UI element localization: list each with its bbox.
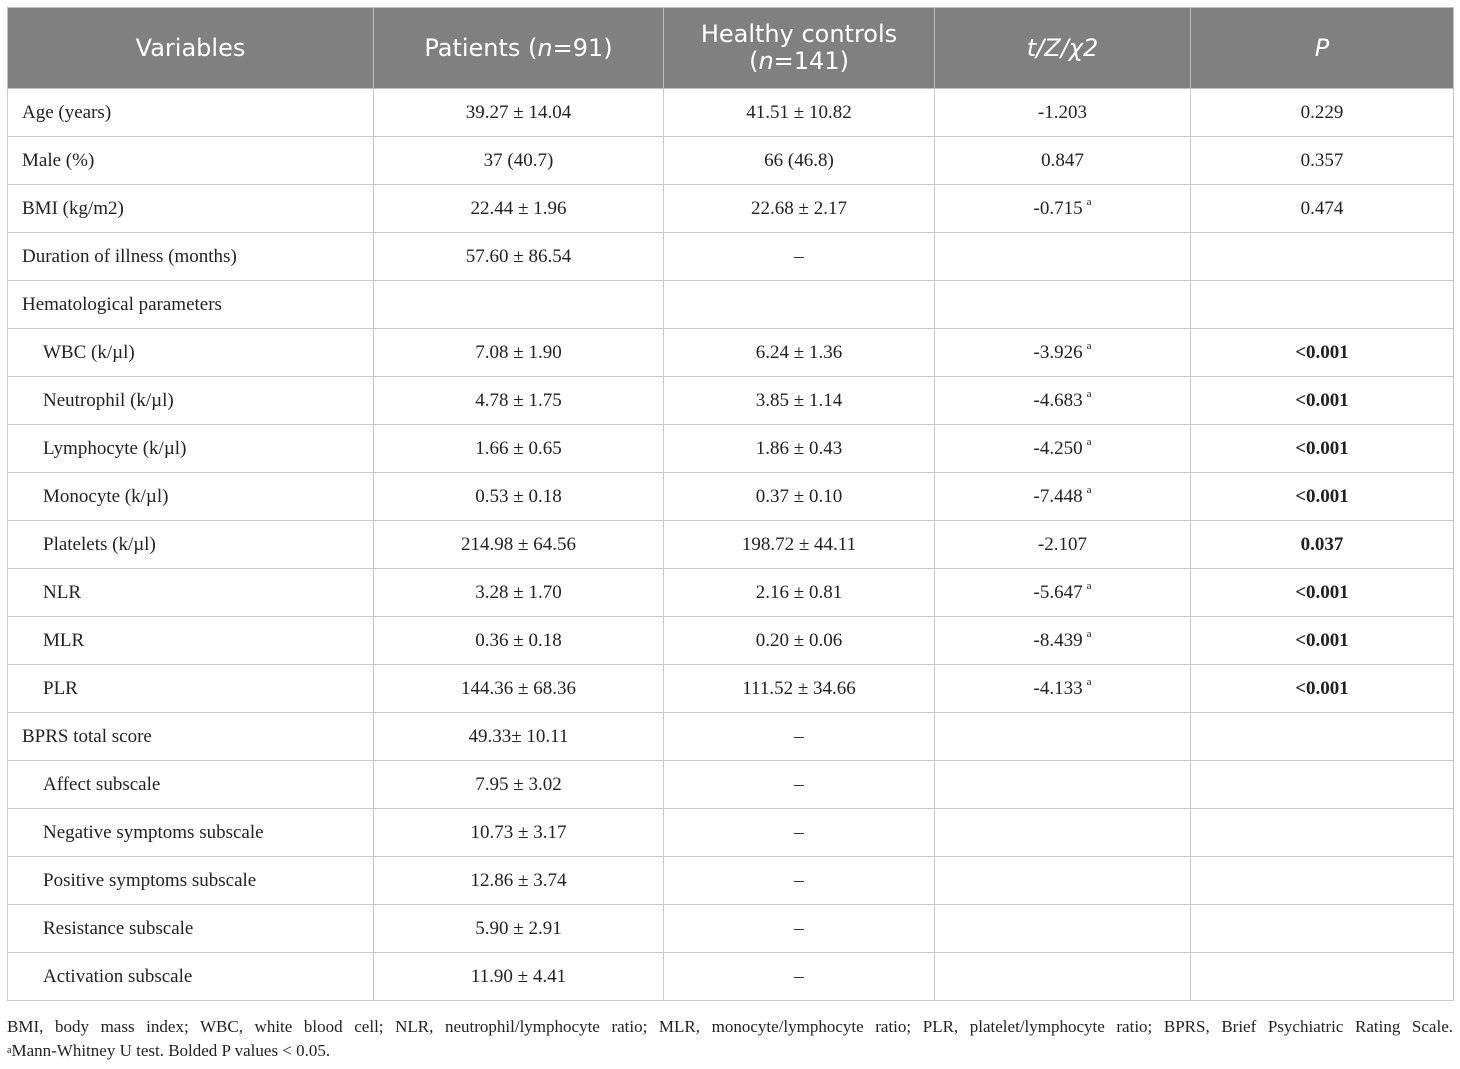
p-value: 0.229 (1191, 89, 1454, 137)
statistic-value (935, 761, 1191, 809)
footnote-marker: a (7, 1045, 12, 1056)
controls-value: – (664, 857, 935, 905)
patients-value: 5.90 ± 2.91 (374, 905, 664, 953)
p-value: <0.001 (1191, 377, 1454, 425)
mann-whitney-marker: a (1086, 387, 1092, 400)
statistic-text: -4.683 (1033, 389, 1083, 411)
statistic-text: -2.107 (1037, 533, 1088, 555)
table-footnotes (7, 1015, 1453, 1063)
table-row (8, 953, 1454, 1001)
statistic-value (935, 281, 1191, 329)
header-healthy-controls: Healthy controls (n=141) (664, 8, 935, 89)
controls-value: 6.24 ± 1.36 (664, 329, 935, 377)
header-statistic: t/Z/χ2 (935, 8, 1191, 89)
controls-value: 1.86 ± 0.43 (664, 425, 935, 473)
table-row (8, 425, 1454, 473)
p-value (1191, 233, 1454, 281)
row-label: Activation subscale (8, 953, 374, 1001)
patients-value: 0.53 ± 0.18 (374, 473, 664, 521)
table-row (8, 377, 1454, 425)
table-row (8, 857, 1454, 905)
p-value: <0.001 (1191, 569, 1454, 617)
controls-value: 198.72 ± 44.11 (664, 521, 935, 569)
controls-value: 3.85 ± 1.14 (664, 377, 935, 425)
row-label: WBC (k/µl) (8, 329, 374, 377)
controls-value: 2.16 ± 0.81 (664, 569, 935, 617)
table-header-row (8, 8, 1454, 89)
patients-value: 1.66 ± 0.65 (374, 425, 664, 473)
patients-value: 4.78 ± 1.75 (374, 377, 664, 425)
statistic-value (935, 233, 1191, 281)
controls-value: – (664, 953, 935, 1001)
table-row (8, 185, 1454, 233)
statistic-value (935, 89, 1191, 137)
header-variables: Variables (8, 8, 374, 89)
table-row (8, 89, 1454, 137)
table-row (8, 905, 1454, 953)
row-label: Neutrophil (k/µl) (8, 377, 374, 425)
controls-value: 0.20 ± 0.06 (664, 617, 935, 665)
p-value (1191, 809, 1454, 857)
p-value: 0.357 (1191, 137, 1454, 185)
table-row (8, 281, 1454, 329)
controls-value: 22.68 ± 2.17 (664, 185, 935, 233)
controls-value: – (664, 233, 935, 281)
mann-whitney-marker: a (1086, 579, 1092, 592)
mann-whitney-marker: a (1086, 435, 1092, 448)
statistic-value (935, 713, 1191, 761)
p-value: <0.001 (1191, 617, 1454, 665)
statistic-value (935, 809, 1191, 857)
statistic-text: 0.847 (1041, 149, 1084, 171)
table-row (8, 761, 1454, 809)
statistic-value (935, 377, 1191, 425)
row-label: MLR (8, 617, 374, 665)
patients-value: 12.86 ± 3.74 (374, 857, 664, 905)
statistic-value (935, 185, 1191, 233)
patients-value: 10.73 ± 3.17 (374, 809, 664, 857)
statistic-value (935, 137, 1191, 185)
statistic-value (935, 569, 1191, 617)
abbreviations-note: BMI, body mass index; WBC, white blood cell; NLR, neutrophil/lymphocyte ratio; MLR, monocyte/lymphocyte ratio; PLR, platelet/lymphocyte ratio; BPRS, Brief Psychiatric Rating Scale. (7, 1017, 1453, 1036)
table-row (8, 713, 1454, 761)
patients-value: 7.08 ± 1.90 (374, 329, 664, 377)
patients-value: 37 (40.7) (374, 137, 664, 185)
header-patients: Patients (n=91) (374, 8, 664, 89)
controls-value: – (664, 809, 935, 857)
statistic-text: -5.647 (1033, 581, 1083, 603)
statistic-text: -0.715 (1033, 197, 1083, 219)
table-row (8, 665, 1454, 713)
patients-value (374, 281, 664, 329)
mann-whitney-marker: a (1086, 675, 1092, 688)
statistic-value (935, 425, 1191, 473)
mann-whitney-marker: a (1086, 195, 1092, 208)
row-label: NLR (8, 569, 374, 617)
patients-value: 3.28 ± 1.70 (374, 569, 664, 617)
table-row (8, 809, 1454, 857)
p-value (1191, 281, 1454, 329)
row-label: Negative symptoms subscale (8, 809, 374, 857)
row-label: Male (%) (8, 137, 374, 185)
statistic-text: -4.133 (1033, 677, 1083, 699)
table-row (8, 473, 1454, 521)
p-value (1191, 857, 1454, 905)
statistic-text: -8.439 (1033, 629, 1083, 651)
p-value: <0.001 (1191, 665, 1454, 713)
test-note: $^a$Mann-Whitney U test. Bolded P values < 0.05. (7, 1041, 331, 1060)
header-p-value: P (1191, 8, 1454, 89)
table-row (8, 617, 1454, 665)
patients-value: 11.90 ± 4.41 (374, 953, 664, 1001)
p-value: <0.001 (1191, 329, 1454, 377)
results-table-container (7, 7, 1453, 1001)
statistic-value (935, 473, 1191, 521)
p-value: 0.474 (1191, 185, 1454, 233)
statistic-value (935, 665, 1191, 713)
controls-value: 0.37 ± 0.10 (664, 473, 935, 521)
p-value (1191, 953, 1454, 1001)
controls-value: – (664, 905, 935, 953)
patients-value: 49.33± 10.11 (374, 713, 664, 761)
controls-value: – (664, 713, 935, 761)
mann-whitney-marker: a (1086, 339, 1092, 352)
row-label: Hematological parameters (8, 281, 374, 329)
statistic-text: -7.448 (1033, 485, 1083, 507)
statistic-value (935, 905, 1191, 953)
controls-value: – (664, 761, 935, 809)
table-row (8, 329, 1454, 377)
p-value (1191, 905, 1454, 953)
mann-whitney-marker: a (1086, 627, 1092, 640)
controls-value: 111.52 ± 34.66 (664, 665, 935, 713)
patients-value: 57.60 ± 86.54 (374, 233, 664, 281)
p-value (1191, 761, 1454, 809)
row-label: PLR (8, 665, 374, 713)
statistic-text: -1.203 (1037, 101, 1088, 123)
mann-whitney-marker: a (1086, 483, 1092, 496)
row-label: Duration of illness (months) (8, 233, 374, 281)
table-body (8, 89, 1454, 1001)
table-row (8, 137, 1454, 185)
statistic-text: -3.926 (1033, 341, 1083, 363)
row-label: BPRS total score (8, 713, 374, 761)
row-label: Platelets (k/µl) (8, 521, 374, 569)
patients-value: 22.44 ± 1.96 (374, 185, 664, 233)
p-value: <0.001 (1191, 473, 1454, 521)
table-row (8, 233, 1454, 281)
statistic-value (935, 857, 1191, 905)
p-value (1191, 713, 1454, 761)
row-label: Resistance subscale (8, 905, 374, 953)
row-label: Monocyte (k/µl) (8, 473, 374, 521)
row-label: BMI (kg/m2) (8, 185, 374, 233)
statistic-value (935, 521, 1191, 569)
row-label: Affect subscale (8, 761, 374, 809)
p-value: <0.001 (1191, 425, 1454, 473)
patients-value: 39.27 ± 14.04 (374, 89, 664, 137)
controls-value: 66 (46.8) (664, 137, 935, 185)
controls-value: 41.51 ± 10.82 (664, 89, 935, 137)
p-value: 0.037 (1191, 521, 1454, 569)
statistic-value (935, 329, 1191, 377)
row-label: Positive symptoms subscale (8, 857, 374, 905)
patients-value: 0.36 ± 0.18 (374, 617, 664, 665)
statistic-value (935, 953, 1191, 1001)
row-label: Lymphocyte (k/µl) (8, 425, 374, 473)
results-table (7, 7, 1454, 1001)
table-row (8, 569, 1454, 617)
patients-value: 214.98 ± 64.56 (374, 521, 664, 569)
statistic-value (935, 617, 1191, 665)
row-label: Age (years) (8, 89, 374, 137)
statistic-text: -4.250 (1033, 437, 1083, 459)
patients-value: 7.95 ± 3.02 (374, 761, 664, 809)
controls-value (664, 281, 935, 329)
patients-value: 144.36 ± 68.36 (374, 665, 664, 713)
table-row (8, 521, 1454, 569)
